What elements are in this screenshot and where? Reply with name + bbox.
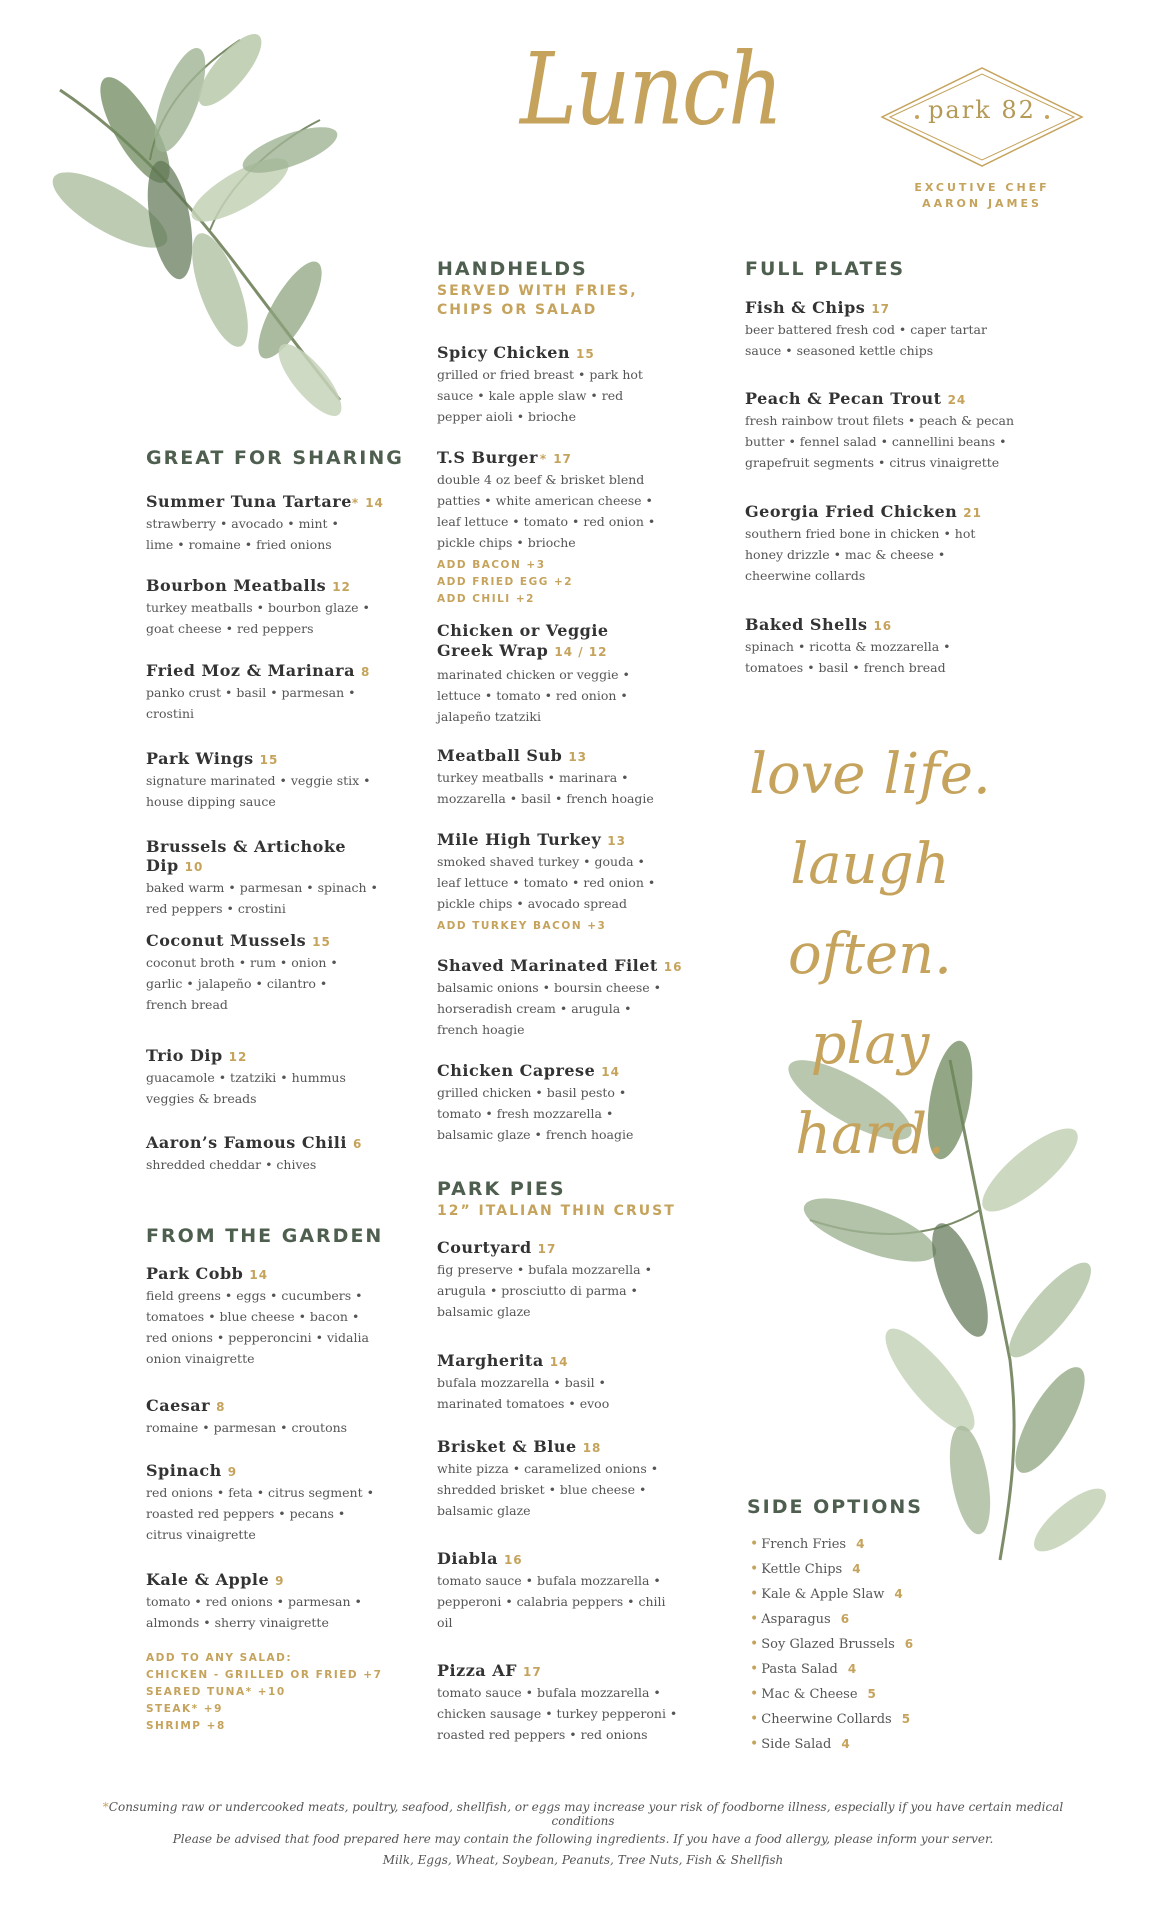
item-name: Spicy Chicken	[437, 343, 571, 362]
item-description: tomato sauce • bufala mozzarella • pepperoni • calabria peppers • chili oil	[437, 1573, 666, 1630]
section-title: SIDE OPTIONS	[747, 1496, 923, 1518]
item-description: white pizza • caramelized onions • shredded brisket • blue cheese • balsamic glaze	[437, 1461, 659, 1518]
item-name: T.S Burger	[437, 448, 538, 467]
section-subtitle: 12” ITALIAN THIN CRUST	[437, 1203, 676, 1219]
addon-line: SHRIMP +8	[146, 1720, 226, 1732]
section-pies	[437, 1178, 676, 1221]
side-item: • Cheerwine Collards 5	[750, 1711, 912, 1727]
item-name: Caesar	[146, 1396, 211, 1415]
addon-line: ADD TURKEY BACON +3	[437, 920, 607, 932]
item-description: double 4 oz beef & brisket blend patties • white american cheese • leaf lettuce • tomato • red onion • pickle chips • brioche	[437, 472, 656, 550]
item-name: Fish & Chips	[745, 298, 866, 317]
item-name: Summer Tuna Tartare	[146, 492, 352, 511]
item-description: turkey meatballs • bourbon glaze • goat cheese • red peppers	[146, 600, 370, 636]
item-name: Georgia Fried Chicken	[745, 502, 958, 521]
item-description: fresh rainbow trout filets • peach & pecan butter • fennel salad • cannellini beans • grapefruit segments • citrus vinaigrette	[745, 413, 1015, 470]
footer-star: *	[102, 1800, 109, 1814]
menu-item	[437, 746, 697, 809]
item-name: Fried Moz & Marinara	[146, 661, 355, 680]
addon-line: STEAK* +9	[146, 1703, 223, 1715]
side-item: • Mac & Cheese 5	[750, 1686, 877, 1702]
footer-warning-text: Consuming raw or undercooked meats, poultry, seafood, shellfish, or eggs may increase your risk of foodborne illness, especially if you have certain medical conditions	[108, 1800, 1064, 1828]
item-price: 18	[582, 1441, 602, 1455]
menu-item	[146, 931, 406, 1015]
item-price: 14	[249, 1268, 269, 1282]
item-description: tomato sauce • bufala mozzarella • chicken sausage • turkey pepperoni • roasted red peppers • red onions	[437, 1685, 678, 1742]
item-name: Shaved Marinated Filet	[437, 956, 658, 975]
footer-allergy: Please be advised that food prepared here may contain the following ingredients. If you have a food allergy, please inform your server.	[172, 1832, 994, 1846]
menu-item	[146, 1461, 406, 1545]
item-description: grilled chicken • basil pesto • tomato • fresh mozzarella • balsamic glaze • french hoagie	[437, 1085, 634, 1142]
item-price: 16	[663, 960, 683, 974]
item-description: grilled or fried breast • park hot sauce • kale apple slaw • red pepper aioli • brioche	[437, 367, 643, 424]
menu-item	[437, 956, 697, 1040]
item-price: 9	[275, 1574, 285, 1588]
footer-allergens: Milk, Eggs, Wheat, Soybean, Peanuts, Tree Nuts, Fish & Shellfish	[382, 1853, 784, 1867]
item-description: turkey meatballs • marinara • mozzarella • basil • french hoagie	[437, 770, 654, 806]
item-name: Mile High Turkey	[437, 830, 602, 849]
item-description: coconut broth • rum • onion • garlic • jalapeño • cilantro • french bread	[146, 955, 338, 1012]
menu-item	[745, 502, 1005, 586]
menu-item	[146, 837, 406, 919]
addon-line: CHICKEN - GRILLED OR FRIED +7	[146, 1669, 383, 1681]
menu-item	[437, 448, 697, 608]
item-price: 6	[352, 1137, 363, 1151]
side-item: • Kettle Chips 4	[750, 1561, 862, 1577]
menu-item	[437, 830, 697, 935]
menu-item	[437, 1238, 697, 1322]
addon-line: ADD FRIED EGG +2	[437, 576, 574, 588]
addon-line: ADD BACON +3	[437, 559, 546, 571]
section-title: PARK PIES	[437, 1178, 566, 1200]
menu-item	[437, 1661, 697, 1745]
item-name: Pizza AF	[437, 1661, 517, 1680]
menu-item	[146, 492, 406, 555]
item-name: Diabla	[437, 1549, 498, 1568]
item-price: 12	[228, 1050, 248, 1064]
item-name: Park Cobb	[146, 1264, 244, 1283]
item-description: fig preserve • bufala mozzarella • arugula • prosciutto di parma • balsamic glaze	[437, 1262, 652, 1319]
item-description: signature marinated • veggie stix • house dipping sauce	[146, 773, 371, 809]
footer-warning	[80, 1800, 1086, 1828]
item-price: 17	[523, 1665, 542, 1679]
section-subtitle: CHIPS OR SALAD	[437, 302, 598, 318]
item-price: 15	[576, 347, 595, 361]
logo: park 82	[928, 96, 1036, 124]
addon-line: SEARED TUNA* +10	[146, 1686, 286, 1698]
item-price: 10	[184, 860, 204, 874]
section-title: HANDHELDS	[437, 258, 588, 280]
item-price: 12	[332, 580, 351, 594]
item-price: 15	[312, 935, 331, 949]
item-price: 17	[553, 452, 572, 466]
menu-item	[146, 1570, 406, 1633]
item-description: beer battered fresh cod • caper tartar sauce • seasoned kettle chips	[745, 322, 987, 358]
item-description: tomato • red onions • parmesan • almonds • sherry vinaigrette	[146, 1594, 362, 1630]
item-description: southern fried bone in chicken • hot honey drizzle • mac & cheese • cheerwine collards	[745, 526, 976, 583]
menu-item	[146, 1396, 406, 1438]
addon-line: ADD TO ANY SALAD:	[146, 1652, 293, 1664]
salad-addons	[146, 1650, 406, 1735]
addon-line: ADD CHILI +2	[437, 593, 535, 605]
item-description: marinated chicken or veggie • lettuce • tomato • red onion • jalapeño tzatziki	[437, 667, 630, 724]
item-star: *	[539, 452, 548, 466]
section-handhelds	[437, 258, 638, 320]
item-description: field greens • eggs • cucumbers • tomatoes • blue cheese • bacon • red onions • pepperoncini • vidalia onion vinaigrette	[146, 1288, 369, 1366]
section-plates	[745, 258, 905, 280]
item-name: Meatball Sub	[437, 746, 563, 765]
item-price: 13	[568, 750, 588, 764]
section-title: GREAT FOR SHARING	[146, 447, 404, 469]
item-name: Bourbon Meatballs	[146, 576, 327, 595]
item-price: 17	[537, 1242, 557, 1256]
item-price: 8	[360, 665, 371, 679]
item-description: guacamole • tzatziki • hummus veggies & breads	[146, 1070, 346, 1106]
side-item: • French Fries 4	[750, 1536, 866, 1552]
item-price: 9	[227, 1465, 238, 1479]
menu-item	[437, 343, 697, 427]
menu-item	[437, 1351, 697, 1414]
item-price: 15	[259, 753, 279, 767]
motto-line: play hard.	[795, 1012, 945, 1167]
item-price: 8	[216, 1400, 226, 1414]
executive-chef: EXCUTIVE CHEF AARON JAMES	[914, 181, 1050, 210]
item-price: 14	[365, 496, 384, 510]
menu-item	[745, 389, 1015, 473]
item-name: Margherita	[437, 1351, 544, 1370]
page-title: Lunch	[520, 32, 782, 148]
item-price: 17	[871, 302, 891, 316]
leaf-illustration-top	[40, 20, 370, 420]
item-name: Courtyard	[437, 1238, 532, 1257]
menu-item	[146, 1264, 406, 1369]
item-description: baked warm • parmesan • spinach • red peppers • crostini	[146, 880, 378, 916]
motto-line: love life.	[749, 742, 991, 807]
item-price: 13	[607, 834, 626, 848]
item-name: Spinach	[146, 1461, 222, 1480]
section-title: FULL PLATES	[745, 258, 906, 280]
side-item: • Kale & Apple Slaw 4	[750, 1586, 904, 1602]
side-list	[747, 1532, 923, 1757]
item-star: *	[351, 496, 360, 510]
menu-item	[146, 576, 406, 639]
item-price: 16	[873, 619, 893, 633]
item-price: 24	[947, 393, 967, 407]
item-name: Trio Dip	[146, 1046, 223, 1065]
side-item: • Pasta Salad 4	[750, 1661, 858, 1677]
section-sharing	[146, 447, 404, 469]
item-price: 14 / 12	[554, 645, 608, 659]
section-garden	[146, 1225, 383, 1247]
menu-item	[437, 1061, 697, 1145]
item-name: Coconut Mussels	[146, 931, 307, 950]
item-name: Kale & Apple	[146, 1570, 270, 1589]
menu-item	[146, 661, 406, 724]
section-sides	[747, 1496, 923, 1757]
section-title: FROM THE GARDEN	[146, 1225, 384, 1247]
motto-line: laugh often.	[788, 832, 952, 987]
menu-item	[437, 621, 697, 727]
menu-item	[146, 1133, 406, 1175]
item-price: 14	[601, 1065, 620, 1079]
section-subtitle: SERVED WITH FRIES,	[437, 283, 638, 299]
item-name: Baked Shells	[745, 615, 868, 634]
item-price: 14	[549, 1355, 569, 1369]
item-price: 21	[963, 506, 982, 520]
item-description: red onions • feta • citrus segment • roasted red peppers • pecans • citrus vinaigrette	[146, 1485, 374, 1542]
menu-item	[146, 749, 406, 812]
item-description: balsamic onions • boursin cheese • horseradish cream • arugula • french hoagie	[437, 980, 662, 1037]
item-description: smoked shaved turkey • gouda • leaf lettuce • tomato • red onion • pickle chips • avocado spread	[437, 854, 656, 911]
item-description: strawberry • avocado • mint • lime • romaine • fried onions	[146, 516, 339, 552]
item-description: panko crust • basil • parmesan • crostini	[146, 685, 356, 721]
item-name: Aaron’s Famous Chili	[146, 1133, 347, 1152]
menu-item	[745, 298, 1005, 361]
item-name: Park Wings	[146, 749, 254, 768]
side-item: • Soy Glazed Brussels 6	[750, 1636, 915, 1652]
menu-item	[745, 615, 1005, 678]
menu-item	[437, 1549, 697, 1633]
item-description: romaine • parmesan • croutons	[146, 1420, 348, 1435]
menu-item	[146, 1046, 406, 1109]
item-name: Brisket & Blue	[437, 1437, 577, 1456]
item-description: spinach • ricotta & mozzarella • tomatoes • basil • french bread	[745, 639, 951, 675]
side-item: • Side Salad 4	[750, 1736, 851, 1752]
burger-addons	[437, 557, 697, 608]
item-price: 16	[503, 1553, 523, 1567]
item-name: Chicken Caprese	[437, 1061, 596, 1080]
item-name: Peach & Pecan Trout	[745, 389, 942, 408]
item-description: shredded cheddar • chives	[146, 1157, 317, 1172]
side-item: • Asparagus 6	[750, 1611, 851, 1627]
menu-item	[437, 1437, 697, 1521]
item-name: Chicken or Veggie Greek Wrap	[437, 621, 609, 660]
item-name: Brussels & Artichoke Dip	[146, 837, 347, 875]
motto	[735, 730, 1005, 1180]
item-description: bufala mozzarella • basil • marinated tomatoes • evoo	[437, 1375, 610, 1411]
